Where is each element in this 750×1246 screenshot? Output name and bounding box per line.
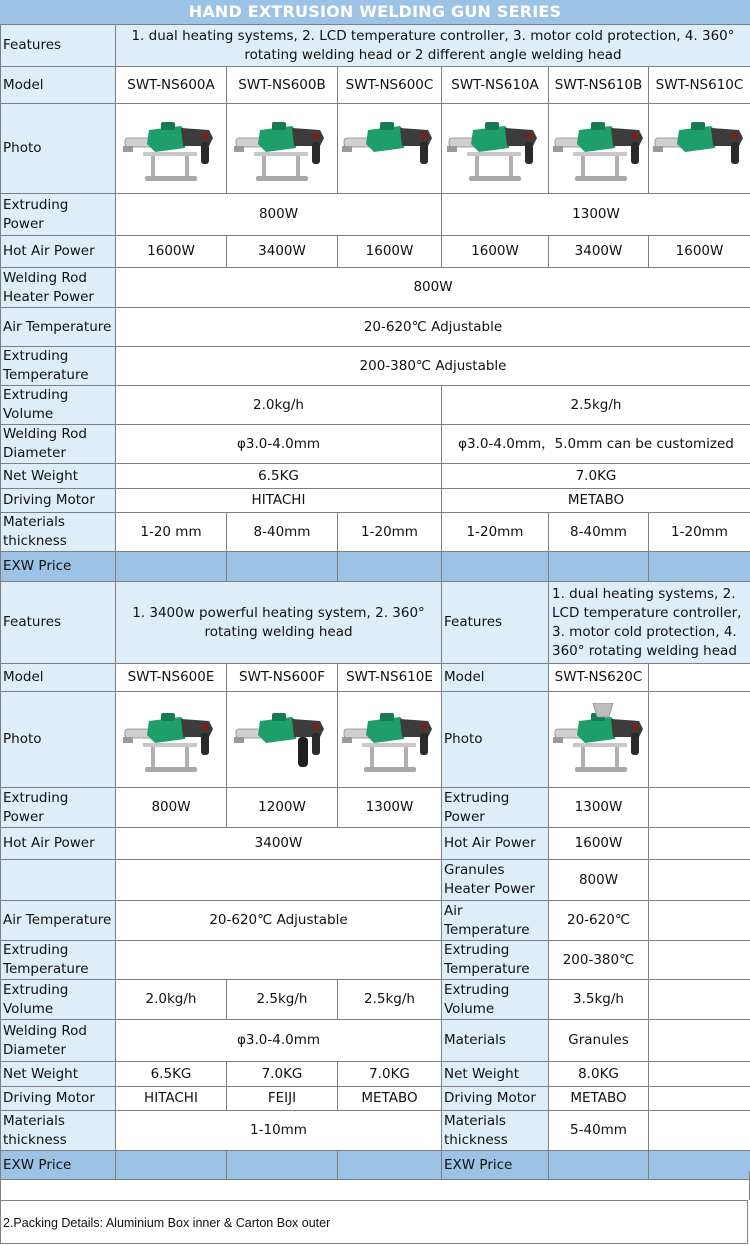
t2-extruding-power-row xyxy=(1,788,750,828)
granules-heater-value: 800W xyxy=(549,860,649,901)
spacer xyxy=(0,1171,750,1200)
net-weight-value: 6.5KG xyxy=(116,1062,227,1087)
model-name: SWT-NS600A xyxy=(116,67,227,104)
t2-model-row xyxy=(1,664,750,692)
rod-diameter-value: φ3.0-4.0mm xyxy=(116,1020,442,1062)
air-temp-label: Air Temperature xyxy=(1,901,116,941)
spec-tables xyxy=(0,24,750,1180)
air-temp-value: 20-620℃ Adjustable xyxy=(116,901,442,941)
rod-heater-label: Welding Rod Heater Power xyxy=(1,268,116,308)
hot-air-value: 3400W xyxy=(116,828,442,860)
features-text: 1. dual heating systems, 2. LCD temperature controller, 3. motor cold protection, 4. 360° rotating welding head xyxy=(549,582,750,664)
air-temp-value: 20-620℃ Adjustable xyxy=(116,308,750,347)
t1-price-row xyxy=(1,552,750,582)
rod-diameter-label: Welding Rod Diameter xyxy=(1,1020,116,1062)
thickness-value: 5-40mm xyxy=(549,1111,649,1151)
t2-motor-row xyxy=(1,1087,750,1111)
hot-air-value: 3400W xyxy=(549,236,649,268)
t1-hot-air-row xyxy=(1,236,750,268)
photo-label: Photo xyxy=(442,692,549,788)
features-text: 1. dual heating systems, 2. LCD temperature controller, 3. motor cold protection, 4. 360° rotating welding head or 2 different angle welding head xyxy=(116,25,750,67)
extruding-volume-value: 2.0kg/h xyxy=(116,386,442,425)
extruding-volume-label: Extruding Volume xyxy=(1,386,116,425)
price-label: EXW Price xyxy=(1,1151,116,1180)
t1-air-temp-row xyxy=(1,308,750,347)
net-weight-value: 7.0KG xyxy=(338,1062,442,1087)
t2-features-row xyxy=(1,582,750,664)
empty-label-cell xyxy=(1,860,116,901)
extrusion-gun-illustration xyxy=(121,703,221,777)
motor-value: HITACHI xyxy=(116,1087,227,1111)
thickness-value: 8-40mm xyxy=(227,513,338,552)
price-label: EXW Price xyxy=(442,1151,549,1180)
extrusion-gun-illustration xyxy=(340,703,440,777)
motor-label: Driving Motor xyxy=(1,489,116,513)
t1-thickness-row xyxy=(1,513,750,552)
extruding-volume-value: 3.5kg/h xyxy=(549,980,649,1020)
extruding-volume-value: 2.5kg/h xyxy=(442,386,750,425)
t2-granules-heater-row xyxy=(1,860,750,901)
price-value xyxy=(649,552,750,582)
price-value xyxy=(227,552,338,582)
net-weight-label: Net Weight xyxy=(1,464,116,489)
t1-net-weight-row xyxy=(1,464,750,489)
spec-table xyxy=(0,24,750,1180)
air-temp-label: Air Temperature xyxy=(442,901,549,941)
extruding-power-value: 800W xyxy=(116,788,227,828)
model-name: SWT-NS620C xyxy=(549,664,649,692)
extruding-volume-label: Extruding Volume xyxy=(1,980,116,1020)
t1-extruding-temp-row xyxy=(1,347,750,386)
extruding-temp-label: Extruding Temperature xyxy=(442,941,549,980)
extruding-volume-label: Extruding Volume xyxy=(442,980,549,1020)
empty-cell xyxy=(649,1111,750,1151)
empty-cell xyxy=(649,788,750,828)
motor-value: METABO xyxy=(442,489,750,513)
price-value xyxy=(338,552,442,582)
model-label: Model xyxy=(1,67,116,104)
t1-motor-row xyxy=(1,489,750,513)
t1-extruding-volume-row xyxy=(1,386,750,425)
product-photo xyxy=(227,692,338,788)
air-temp-label: Air Temperature xyxy=(1,308,116,347)
t2-air-temp-row xyxy=(1,901,750,941)
t2-hot-air-row xyxy=(1,828,750,860)
hot-air-value: 3400W xyxy=(227,236,338,268)
extruding-temp-label: Extruding Temperature xyxy=(1,347,116,386)
extruding-power-label: Extruding Power xyxy=(1,194,116,236)
net-weight-value: 7.0KG xyxy=(227,1062,338,1087)
packing-note: 2.Packing Details: Aluminium Box inner & Carton Box outer xyxy=(0,1200,748,1244)
thickness-label: Materials thickness xyxy=(442,1111,549,1151)
motor-value: FEIJI xyxy=(227,1087,338,1111)
model-name: SWT-NS610B xyxy=(549,67,649,104)
t2-extruding-volume-row xyxy=(1,980,750,1020)
features-label: Features xyxy=(442,582,549,664)
motor-value: METABO xyxy=(549,1087,649,1111)
net-weight-value: 8.0KG xyxy=(549,1062,649,1087)
hot-air-value: 1600W xyxy=(549,828,649,860)
price-label: EXW Price xyxy=(1,552,116,582)
motor-value: METABO xyxy=(338,1087,442,1111)
features-text: 1. 3400w powerful heating system, 2. 360° rotating welding head xyxy=(116,582,442,664)
product-photo xyxy=(549,104,649,194)
extruding-power-label: Extruding Power xyxy=(1,788,116,828)
t2-photo-row xyxy=(1,692,750,788)
product-photo xyxy=(116,104,227,194)
granules-heater-label: Granules Heater Power xyxy=(442,860,549,901)
extrusion-gun-illustration xyxy=(340,112,440,186)
rod-diameter-value: φ3.0-4.0mm xyxy=(116,425,442,464)
hot-air-label: Hot Air Power xyxy=(1,236,116,268)
hot-air-label: Hot Air Power xyxy=(1,828,116,860)
hot-air-value: 1600W xyxy=(442,236,549,268)
motor-value: HITACHI xyxy=(116,489,442,513)
empty-cell xyxy=(116,941,442,980)
model-name: SWT-NS610A xyxy=(442,67,549,104)
product-photo xyxy=(116,692,227,788)
product-photo xyxy=(549,692,649,788)
net-weight-value: 7.0KG xyxy=(442,464,750,489)
t1-rod-heater-row xyxy=(1,268,750,308)
features-label: Features xyxy=(1,582,116,664)
net-weight-label: Net Weight xyxy=(1,1062,116,1087)
product-photo xyxy=(338,104,442,194)
empty-cell xyxy=(649,1087,750,1111)
extruding-volume-value: 2.5kg/h xyxy=(227,980,338,1020)
motor-label: Driving Motor xyxy=(1,1087,116,1111)
extruding-power-value: 1300W xyxy=(549,788,649,828)
t1-features-row xyxy=(1,25,750,67)
price-value xyxy=(116,552,227,582)
extruding-temp-label: Extruding Temperature xyxy=(1,941,116,980)
extrusion-gun-illustration xyxy=(445,112,545,186)
product-photo xyxy=(649,104,750,194)
thickness-value: 1-10mm xyxy=(116,1111,442,1151)
empty-cell xyxy=(649,664,750,692)
net-weight-label: Net Weight xyxy=(442,1062,549,1087)
product-photo xyxy=(338,692,442,788)
extruding-temp-value: 200-380℃ Adjustable xyxy=(116,347,750,386)
air-temp-value: 20-620℃ xyxy=(549,901,649,941)
extrusion-gun-illustration xyxy=(651,112,750,186)
model-label: Model xyxy=(442,664,549,692)
model-name: SWT-NS600C xyxy=(338,67,442,104)
features-label: Features xyxy=(1,25,116,67)
materials-label: Materials xyxy=(442,1020,549,1062)
thickness-value: 1-20mm xyxy=(338,513,442,552)
product-photo xyxy=(227,104,338,194)
motor-label: Driving Motor xyxy=(442,1087,549,1111)
empty-cell xyxy=(649,941,750,980)
model-label: Model xyxy=(1,664,116,692)
hot-air-value: 1600W xyxy=(649,236,750,268)
rod-diameter-label: Welding Rod Diameter xyxy=(1,425,116,464)
empty-cell xyxy=(649,860,750,901)
empty-cell xyxy=(649,980,750,1020)
extrusion-gun-illustration xyxy=(551,112,649,186)
extruding-volume-value: 2.0kg/h xyxy=(116,980,227,1020)
extruding-power-value: 1300W xyxy=(338,788,442,828)
empty-cell xyxy=(116,860,442,901)
empty-cell xyxy=(649,901,750,941)
extruding-temp-value: 200-380℃ xyxy=(549,941,649,980)
thickness-value: 1-20mm xyxy=(442,513,549,552)
t2-rod-diameter-row xyxy=(1,1020,750,1062)
rod-heater-value: 800W xyxy=(116,268,750,308)
thickness-value: 8-40mm xyxy=(549,513,649,552)
extrusion-gun-illustration xyxy=(551,703,649,777)
model-name: SWT-NS600F xyxy=(227,664,338,692)
t2-extruding-temp-row xyxy=(1,941,750,980)
model-name: SWT-NS600E xyxy=(116,664,227,692)
photo-label: Photo xyxy=(1,104,116,194)
model-name: SWT-NS600B xyxy=(227,67,338,104)
empty-cell xyxy=(649,1020,750,1062)
thickness-label: Materials thickness xyxy=(1,1111,116,1151)
thickness-value: 1-20mm xyxy=(649,513,750,552)
extruding-power-value: 1300W xyxy=(442,194,750,236)
empty-cell xyxy=(649,692,750,788)
extrusion-gun-illustration xyxy=(232,112,332,186)
price-value xyxy=(442,552,549,582)
materials-value: Granules xyxy=(549,1020,649,1062)
extrusion-gun-illustration xyxy=(232,703,332,777)
extruding-volume-value: 2.5kg/h xyxy=(338,980,442,1020)
empty-cell xyxy=(649,1062,750,1087)
t1-model-row xyxy=(1,67,750,104)
extruding-power-value: 800W xyxy=(116,194,442,236)
net-weight-value: 6.5KG xyxy=(116,464,442,489)
extruding-power-label: Extruding Power xyxy=(442,788,549,828)
model-name: SWT-NS610C xyxy=(649,67,750,104)
empty-cell xyxy=(649,828,750,860)
page-title: HAND EXTRUSION WELDING GUN SERIES xyxy=(0,0,750,24)
extruding-power-value: 1200W xyxy=(227,788,338,828)
thickness-label: Materials thickness xyxy=(1,513,116,552)
hot-air-label: Hot Air Power xyxy=(442,828,549,860)
rod-diameter-value: φ3.0-4.0mm，5.0mm can be customized xyxy=(442,425,750,464)
model-name: SWT-NS610E xyxy=(338,664,442,692)
product-photo xyxy=(442,104,549,194)
t1-extruding-power-row xyxy=(1,194,750,236)
extrusion-gun-illustration xyxy=(121,112,221,186)
t2-thickness-row xyxy=(1,1111,750,1151)
t1-photo-row xyxy=(1,104,750,194)
price-value xyxy=(549,552,649,582)
photo-label: Photo xyxy=(1,692,116,788)
thickness-value: 1-20 mm xyxy=(116,513,227,552)
hot-air-value: 1600W xyxy=(338,236,442,268)
t1-rod-diameter-row xyxy=(1,425,750,464)
t2-net-weight-row xyxy=(1,1062,750,1087)
hot-air-value: 1600W xyxy=(116,236,227,268)
